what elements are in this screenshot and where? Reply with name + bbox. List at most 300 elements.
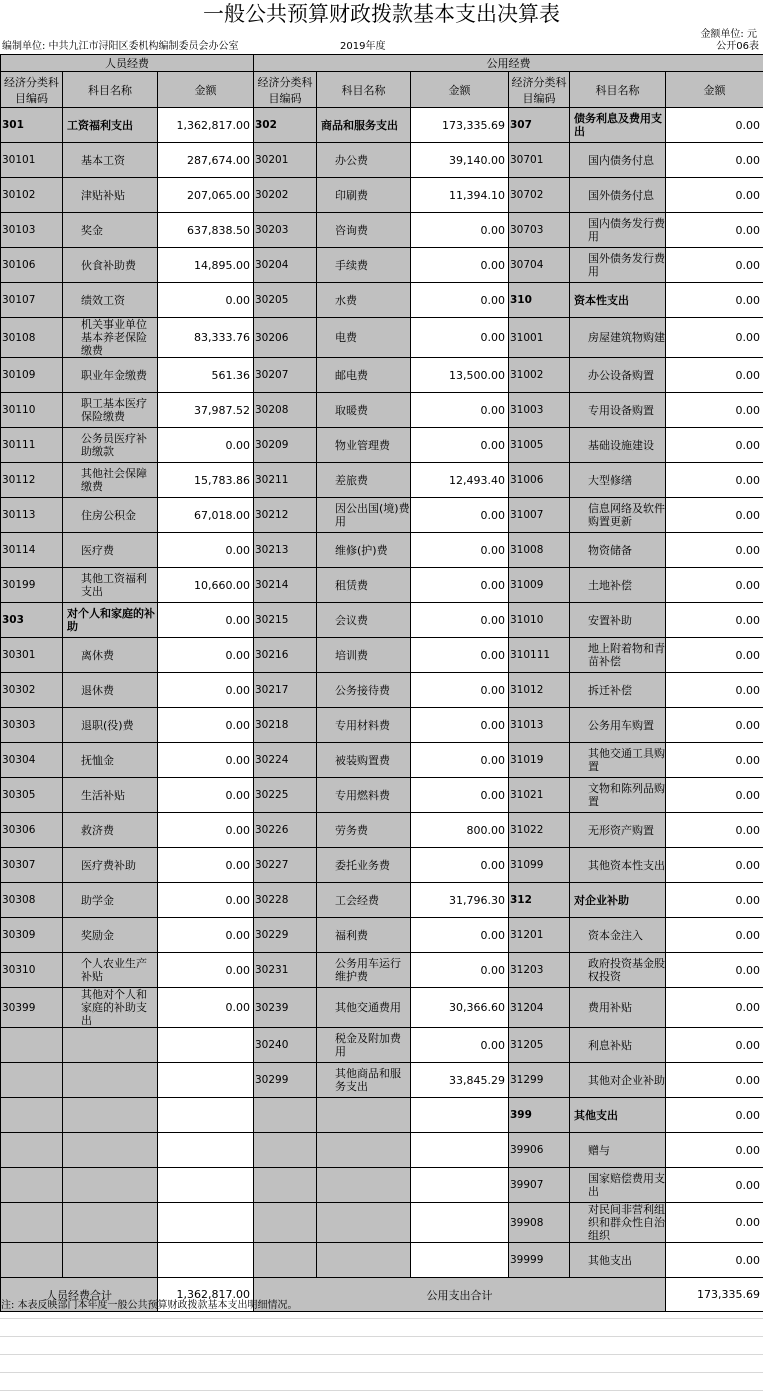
cell-code: 31010	[509, 603, 570, 638]
cell-empty	[254, 1098, 317, 1133]
cell-code: 31205	[509, 1028, 570, 1063]
cell-amount: 0.00	[158, 883, 254, 918]
cell-code: 31002	[509, 358, 570, 393]
cell-name: 其他工资福利支出	[63, 568, 158, 603]
cell-empty	[317, 1203, 411, 1243]
cell-code: 30114	[1, 533, 63, 568]
personnel-total-amount: 1,362,817.00	[158, 1278, 254, 1312]
cell-name: 资本金注入	[570, 918, 666, 953]
cell-amount: 0.00	[411, 673, 509, 708]
cell-amount: 14,895.00	[158, 248, 254, 283]
cell-empty	[411, 1098, 509, 1133]
cell-amount: 0.00	[666, 848, 763, 883]
section-public: 公用经费	[254, 55, 763, 72]
cell-amount: 0.00	[411, 778, 509, 813]
cell-amount: 0.00	[158, 988, 254, 1028]
cell-empty	[1, 1133, 63, 1168]
cell-amount: 0.00	[666, 673, 763, 708]
cell-code: 30215	[254, 603, 317, 638]
cell-amount: 0.00	[666, 708, 763, 743]
cell-code: 30214	[254, 568, 317, 603]
public-total-label: 公用支出合计	[254, 1278, 666, 1312]
cell-name: 职工基本医疗保险缴费	[63, 393, 158, 428]
cell-name: 津贴补贴	[63, 178, 158, 213]
cell-name: 公务员医疗补助缴款	[63, 428, 158, 463]
form-number: 公开06表	[716, 41, 759, 52]
cell-code: 301	[1, 108, 63, 143]
column-header-row	[1, 72, 763, 108]
cell-code: 30207	[254, 358, 317, 393]
cell-amount: 173,335.69	[411, 108, 509, 143]
cell-amount: 12,493.40	[411, 463, 509, 498]
cell-name: 委托业务费	[317, 848, 411, 883]
cell-amount: 0.00	[666, 213, 763, 248]
cell-amount: 287,674.00	[158, 143, 254, 178]
cell-empty	[63, 1028, 158, 1063]
cell-amount: 0.00	[666, 1168, 763, 1203]
cell-name: 房屋建筑物购建	[570, 318, 666, 358]
cell-name: 费用补贴	[570, 988, 666, 1028]
cell-code: 30231	[254, 953, 317, 988]
cell-amount: 0.00	[666, 953, 763, 988]
cell-name: 医疗费补助	[63, 848, 158, 883]
cell-name: 基本工资	[63, 143, 158, 178]
cell-empty	[63, 1063, 158, 1098]
cell-code: 30399	[1, 988, 63, 1028]
cell-code: 307	[509, 108, 570, 143]
cell-amount: 0.00	[158, 673, 254, 708]
cell-amount: 0.00	[411, 1028, 509, 1063]
cell-code: 30304	[1, 743, 63, 778]
cell-name: 国内债务发行费用	[570, 213, 666, 248]
cell-empty	[1, 1098, 63, 1133]
cell-name: 信息网络及软件购置更新	[570, 498, 666, 533]
cell-amount: 800.00	[411, 813, 509, 848]
table-row	[1, 1098, 763, 1133]
cell-amount: 0.00	[666, 1028, 763, 1063]
cell-empty	[411, 1133, 509, 1168]
cell-amount: 0.00	[411, 428, 509, 463]
cell-name: 其他对企业补助	[570, 1063, 666, 1098]
table-row	[1, 1203, 763, 1243]
cell-name: 咨询费	[317, 213, 411, 248]
cell-code: 30101	[1, 143, 63, 178]
table-row	[1, 638, 763, 673]
cell-amount: 0.00	[666, 1203, 763, 1243]
cell-amount: 0.00	[666, 143, 763, 178]
cell-code: 30205	[254, 283, 317, 318]
col-header-name: 科目名称	[570, 72, 666, 108]
cell-amount: 0.00	[411, 708, 509, 743]
cell-amount: 13,500.00	[411, 358, 509, 393]
cell-code: 30307	[1, 848, 63, 883]
cell-code: 30308	[1, 883, 63, 918]
cell-code: 30203	[254, 213, 317, 248]
unit-label: 金额单位: 元	[700, 29, 757, 40]
cell-empty	[254, 1168, 317, 1203]
sheet-gridline	[0, 1372, 763, 1373]
org-label: 编制单位: 中共九江市浔阳区委机构编制委员会办公室	[2, 41, 239, 52]
table-row	[1, 568, 763, 603]
cell-code: 31022	[509, 813, 570, 848]
public-total-amount: 173,335.69	[666, 1278, 763, 1312]
cell-name: 基础设施建设	[570, 428, 666, 463]
cell-name: 物资储备	[570, 533, 666, 568]
col-header-code: 经济分类科目编码	[1, 72, 63, 108]
cell-code: 30103	[1, 213, 63, 248]
cell-name: 专用材料费	[317, 708, 411, 743]
cell-code: 39999	[509, 1243, 570, 1278]
cell-empty	[158, 1203, 254, 1243]
cell-amount: 0.00	[666, 283, 763, 318]
cell-amount: 0.00	[158, 283, 254, 318]
sheet-gridline	[0, 1336, 763, 1337]
cell-code: 31099	[509, 848, 570, 883]
cell-amount: 0.00	[411, 498, 509, 533]
cell-name: 其他交通工具购置	[570, 743, 666, 778]
cell-empty	[254, 1243, 317, 1278]
cell-amount: 0.00	[411, 848, 509, 883]
cell-empty	[1, 1203, 63, 1243]
cell-code: 39908	[509, 1203, 570, 1243]
cell-name: 文物和陈列品购置	[570, 778, 666, 813]
cell-name: 商品和服务支出	[317, 108, 411, 143]
cell-code: 30208	[254, 393, 317, 428]
page-title: 一般公共预算财政拨款基本支出决算表	[203, 2, 560, 26]
cell-amount: 0.00	[158, 603, 254, 638]
table-row	[1, 358, 763, 393]
cell-name: 公务用车运行维护费	[317, 953, 411, 988]
cell-empty	[411, 1168, 509, 1203]
cell-amount: 0.00	[158, 743, 254, 778]
cell-amount: 0.00	[666, 1063, 763, 1098]
table-row	[1, 213, 763, 248]
cell-code: 31021	[509, 778, 570, 813]
cell-code: 30704	[509, 248, 570, 283]
cell-name: 税金及附加费用	[317, 1028, 411, 1063]
cell-name: 绩效工资	[63, 283, 158, 318]
cell-code: 310111	[509, 638, 570, 673]
cell-code: 31009	[509, 568, 570, 603]
cell-name: 手续费	[317, 248, 411, 283]
cell-code: 30301	[1, 638, 63, 673]
table-row	[1, 953, 763, 988]
table-row	[1, 178, 763, 213]
cell-name: 地上附着物和青苗补偿	[570, 638, 666, 673]
cell-name: 对民间非营利组织和群众性自治组织	[570, 1203, 666, 1243]
cell-amount: 0.00	[666, 778, 763, 813]
cell-code: 30199	[1, 568, 63, 603]
cell-code: 30240	[254, 1028, 317, 1063]
cell-code: 30226	[254, 813, 317, 848]
cell-name: 其他社会保障缴费	[63, 463, 158, 498]
cell-amount: 0.00	[158, 638, 254, 673]
cell-name: 离休费	[63, 638, 158, 673]
cell-code: 30110	[1, 393, 63, 428]
cell-name: 会议费	[317, 603, 411, 638]
cell-code: 31203	[509, 953, 570, 988]
cell-name: 利息补贴	[570, 1028, 666, 1063]
cell-empty	[411, 1203, 509, 1243]
cell-name: 职业年金缴费	[63, 358, 158, 393]
cell-amount: 0.00	[411, 918, 509, 953]
cell-name: 专用设备购置	[570, 393, 666, 428]
table-row	[1, 743, 763, 778]
cell-code: 31007	[509, 498, 570, 533]
cell-code: 399	[509, 1098, 570, 1133]
cell-amount: 0.00	[666, 743, 763, 778]
cell-name: 对企业补助	[570, 883, 666, 918]
cell-name: 资本性支出	[570, 283, 666, 318]
cell-code: 30229	[254, 918, 317, 953]
cell-empty	[1, 1028, 63, 1063]
cell-empty	[254, 1133, 317, 1168]
cell-code: 30239	[254, 988, 317, 1028]
cell-name: 被装购置费	[317, 743, 411, 778]
cell-amount: 0.00	[666, 318, 763, 358]
cell-amount: 0.00	[411, 283, 509, 318]
cell-name: 工会经费	[317, 883, 411, 918]
cell-name: 抚恤金	[63, 743, 158, 778]
cell-code: 310	[509, 283, 570, 318]
cell-code: 30212	[254, 498, 317, 533]
cell-amount: 30,366.60	[411, 988, 509, 1028]
cell-name: 劳务费	[317, 813, 411, 848]
cell-name: 国家赔偿费用支出	[570, 1168, 666, 1203]
table-row	[1, 848, 763, 883]
cell-code: 39907	[509, 1168, 570, 1203]
cell-name: 公务用车购置	[570, 708, 666, 743]
cell-name: 土地补偿	[570, 568, 666, 603]
cell-amount: 67,018.00	[158, 498, 254, 533]
cell-empty	[158, 1243, 254, 1278]
cell-amount: 0.00	[666, 1243, 763, 1278]
cell-name: 助学金	[63, 883, 158, 918]
cell-empty	[158, 1028, 254, 1063]
table-row	[1, 673, 763, 708]
table-row	[1, 603, 763, 638]
cell-empty	[1, 1063, 63, 1098]
table-row	[1, 318, 763, 358]
cell-name: 维修(护)费	[317, 533, 411, 568]
cell-code: 30204	[254, 248, 317, 283]
cell-amount: 0.00	[666, 568, 763, 603]
cell-name: 机关事业单位基本养老保险缴费	[63, 318, 158, 358]
table-row	[1, 498, 763, 533]
cell-name: 住房公积金	[63, 498, 158, 533]
cell-amount: 0.00	[158, 708, 254, 743]
col-header-name: 科目名称	[317, 72, 411, 108]
cell-amount: 0.00	[666, 603, 763, 638]
cell-code: 30111	[1, 428, 63, 463]
sheet-gridline	[0, 1390, 763, 1391]
cell-name: 其他对个人和家庭的补助支出	[63, 988, 158, 1028]
cell-name: 退休费	[63, 673, 158, 708]
cell-name: 国外债务发行费用	[570, 248, 666, 283]
table-row	[1, 1063, 763, 1098]
cell-empty	[254, 1203, 317, 1243]
cell-amount: 0.00	[666, 1133, 763, 1168]
cell-code: 30218	[254, 708, 317, 743]
cell-amount: 561.36	[158, 358, 254, 393]
cell-name: 个人农业生产补贴	[63, 953, 158, 988]
cell-code: 30224	[254, 743, 317, 778]
cell-name: 国内债务付息	[570, 143, 666, 178]
col-header-code: 经济分类科目编码	[509, 72, 570, 108]
cell-amount: 0.00	[666, 178, 763, 213]
cell-amount: 83,333.76	[158, 318, 254, 358]
cell-code: 30225	[254, 778, 317, 813]
year-label: 2019年度	[340, 41, 386, 52]
cell-code: 31005	[509, 428, 570, 463]
cell-code: 303	[1, 603, 63, 638]
cell-amount: 0.00	[666, 393, 763, 428]
cell-code: 31012	[509, 673, 570, 708]
cell-code: 30211	[254, 463, 317, 498]
cell-code: 30213	[254, 533, 317, 568]
cell-amount: 11,394.10	[411, 178, 509, 213]
cell-name: 债务利息及费用支出	[570, 108, 666, 143]
cell-name: 电费	[317, 318, 411, 358]
cell-name: 其他交通费用	[317, 988, 411, 1028]
cell-name: 物业管理费	[317, 428, 411, 463]
table-row	[1, 283, 763, 318]
cell-amount: 0.00	[411, 638, 509, 673]
cell-code: 30209	[254, 428, 317, 463]
table-row	[1, 813, 763, 848]
cell-empty	[317, 1243, 411, 1278]
cell-amount: 15,783.86	[158, 463, 254, 498]
cell-code: 30216	[254, 638, 317, 673]
cell-amount: 0.00	[666, 813, 763, 848]
cell-name: 取暖费	[317, 393, 411, 428]
cell-code: 30299	[254, 1063, 317, 1098]
table-row	[1, 428, 763, 463]
table-row	[1, 1028, 763, 1063]
cell-name: 工资福利支出	[63, 108, 158, 143]
col-header-amount: 金额	[666, 72, 763, 108]
col-header-name: 科目名称	[63, 72, 158, 108]
cell-name: 公务接待费	[317, 673, 411, 708]
cell-amount: 33,845.29	[411, 1063, 509, 1098]
cell-code: 31201	[509, 918, 570, 953]
cell-amount: 0.00	[158, 428, 254, 463]
cell-amount: 0.00	[666, 883, 763, 918]
cell-amount: 637,838.50	[158, 213, 254, 248]
cell-code: 30228	[254, 883, 317, 918]
cell-amount: 0.00	[158, 848, 254, 883]
cell-name: 其他商品和服务支出	[317, 1063, 411, 1098]
cell-code: 30107	[1, 283, 63, 318]
cell-amount: 0.00	[666, 1098, 763, 1133]
cell-name: 拆迁补偿	[570, 673, 666, 708]
table-row	[1, 393, 763, 428]
cell-name: 其他支出	[570, 1098, 666, 1133]
cell-name: 其他支出	[570, 1243, 666, 1278]
cell-amount: 0.00	[666, 638, 763, 673]
cell-code: 30310	[1, 953, 63, 988]
cell-amount: 0.00	[158, 953, 254, 988]
cell-empty	[63, 1243, 158, 1278]
cell-code: 30102	[1, 178, 63, 213]
cell-amount: 10,660.00	[158, 568, 254, 603]
cell-code: 30306	[1, 813, 63, 848]
cell-amount: 0.00	[666, 918, 763, 953]
cell-amount: 0.00	[158, 533, 254, 568]
cell-name: 退职(役)费	[63, 708, 158, 743]
cell-code: 30112	[1, 463, 63, 498]
cell-empty	[158, 1133, 254, 1168]
sheet-gridline	[0, 1318, 763, 1319]
cell-code: 30206	[254, 318, 317, 358]
cell-empty	[411, 1243, 509, 1278]
cell-code: 30217	[254, 673, 317, 708]
cell-code: 30201	[254, 143, 317, 178]
cell-name: 租赁费	[317, 568, 411, 603]
cell-amount: 0.00	[158, 918, 254, 953]
cell-name: 无形资产购置	[570, 813, 666, 848]
cell-empty	[158, 1098, 254, 1133]
cell-code: 30309	[1, 918, 63, 953]
cell-code: 30109	[1, 358, 63, 393]
expenditure-table	[0, 54, 763, 1312]
cell-amount: 0.00	[158, 813, 254, 848]
cell-amount: 0.00	[411, 743, 509, 778]
cell-amount: 0.00	[411, 213, 509, 248]
cell-empty	[317, 1098, 411, 1133]
cell-code: 31003	[509, 393, 570, 428]
cell-name: 其他资本性支出	[570, 848, 666, 883]
cell-code: 30302	[1, 673, 63, 708]
table-row	[1, 883, 763, 918]
cell-amount: 0.00	[411, 318, 509, 358]
cell-name: 赠与	[570, 1133, 666, 1168]
cell-empty	[63, 1203, 158, 1243]
cell-code: 30303	[1, 708, 63, 743]
cell-code: 31204	[509, 988, 570, 1028]
cell-name: 邮电费	[317, 358, 411, 393]
cell-empty	[158, 1168, 254, 1203]
cell-name: 办公费	[317, 143, 411, 178]
cell-empty	[1, 1243, 63, 1278]
cell-code: 31019	[509, 743, 570, 778]
cell-code: 30108	[1, 318, 63, 358]
cell-amount: 0.00	[666, 428, 763, 463]
cell-name: 印刷费	[317, 178, 411, 213]
cell-amount: 0.00	[666, 108, 763, 143]
col-header-code: 经济分类科目编码	[254, 72, 317, 108]
cell-empty	[158, 1063, 254, 1098]
cell-amount: 0.00	[411, 953, 509, 988]
cell-code: 31008	[509, 533, 570, 568]
cell-name: 专用燃料费	[317, 778, 411, 813]
table-row	[1, 988, 763, 1028]
cell-amount: 0.00	[666, 463, 763, 498]
cell-name: 国外债务付息	[570, 178, 666, 213]
cell-name: 安置补助	[570, 603, 666, 638]
cell-amount: 0.00	[666, 988, 763, 1028]
cell-code: 31006	[509, 463, 570, 498]
cell-amount: 1,362,817.00	[158, 108, 254, 143]
cell-empty	[1, 1168, 63, 1203]
cell-name: 培训费	[317, 638, 411, 673]
col-header-amount: 金额	[158, 72, 254, 108]
cell-code: 31299	[509, 1063, 570, 1098]
table-row	[1, 1168, 763, 1203]
cell-code: 312	[509, 883, 570, 918]
cell-name: 水费	[317, 283, 411, 318]
table-note: 注: 本表反映部门本年度一般公共预算财政拨款基本支出明细情况。	[1, 1300, 298, 1311]
